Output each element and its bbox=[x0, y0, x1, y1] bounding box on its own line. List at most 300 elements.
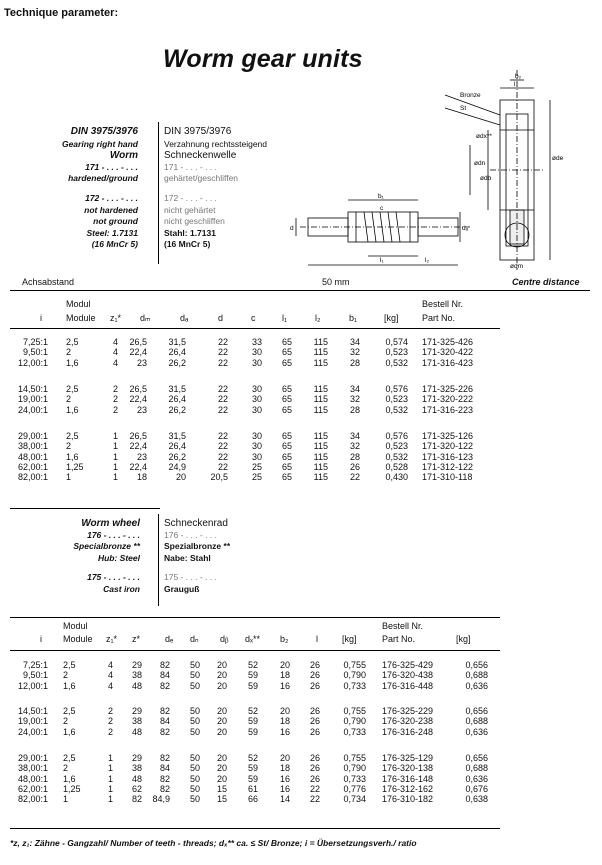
table-cell: 16 bbox=[279, 783, 290, 794]
table-cell: 1,25 bbox=[63, 783, 81, 794]
table-cell: 22 bbox=[217, 404, 228, 415]
table-cell: 1,6 bbox=[66, 451, 79, 462]
table-cell: 25 bbox=[251, 472, 262, 483]
table-cell: 82,00:1 bbox=[17, 794, 48, 805]
table-cell: 0,755 bbox=[343, 753, 366, 763]
table-cell: 0,430 bbox=[385, 472, 408, 483]
column-header: z₁* bbox=[106, 634, 118, 644]
table-cell: 14 bbox=[279, 794, 290, 805]
spec-line: Cast iron bbox=[103, 583, 140, 594]
column-header: dₙ bbox=[190, 634, 199, 644]
table-cell: 65 bbox=[281, 357, 292, 368]
table-cell: 84 bbox=[159, 763, 170, 774]
table-cell: 2,5 bbox=[63, 660, 76, 670]
table-cell: 2 bbox=[63, 716, 69, 727]
footnote: *z, z₁: Zähne - Gangzahl/ Number of teeth - threads; dₓ** ca. ≤ St/ Bronze; i = Übersetzungsverh./ ratio bbox=[10, 838, 417, 848]
table-cell: 82 bbox=[159, 773, 170, 784]
table-cell: 30 bbox=[251, 404, 262, 415]
table-cell: 14,50:1 bbox=[17, 384, 48, 394]
table-cell: 0,790 bbox=[343, 716, 366, 727]
column-header: dᵦ bbox=[220, 634, 229, 644]
table-cell: 1,6 bbox=[63, 726, 76, 737]
table-cell: 26,4 bbox=[168, 347, 186, 358]
table-cell: 65 bbox=[281, 441, 292, 452]
column-header: dₑ bbox=[165, 634, 174, 644]
table-cell: 22 bbox=[217, 384, 228, 394]
spec-line: hardened/ground bbox=[68, 173, 138, 184]
spec-line: not ground bbox=[93, 216, 138, 227]
table-cell: 176-316-148 bbox=[382, 773, 434, 784]
table-cell: 52 bbox=[247, 660, 258, 670]
table-cell: 176-316-248 bbox=[382, 726, 434, 737]
spec-line: 172 - . . . - . . . bbox=[164, 192, 217, 203]
table-cell: 28 bbox=[349, 357, 360, 368]
table-cell: 22 bbox=[309, 794, 320, 805]
spec-line: Steel: 1.7131 bbox=[86, 227, 138, 238]
table-cell: 23 bbox=[136, 357, 147, 368]
table-cell: 1 bbox=[112, 431, 118, 441]
spec-line: Spezialbronze ** bbox=[164, 541, 231, 552]
table-cell: 2,5 bbox=[66, 431, 79, 441]
rule bbox=[10, 508, 160, 509]
table-cell: 0,523 bbox=[385, 347, 408, 358]
table-cell: 2 bbox=[66, 441, 72, 452]
table-cell: 50 bbox=[189, 726, 200, 737]
table-cell: 20 bbox=[216, 773, 227, 784]
table-cell: 50 bbox=[189, 716, 200, 727]
table-cell: 0,523 bbox=[385, 394, 408, 405]
table-cell: 26 bbox=[309, 726, 320, 737]
table-cell: 171-320-422 bbox=[422, 347, 474, 358]
column-header: z₁* bbox=[110, 313, 122, 323]
table-cell: 26,5 bbox=[129, 384, 147, 394]
table-cell: 0,688 bbox=[465, 670, 488, 681]
label-edb: ødb bbox=[480, 175, 492, 182]
table-cell: 30 bbox=[251, 357, 262, 368]
table-cell: 20 bbox=[279, 706, 290, 716]
table-cell: 50 bbox=[189, 670, 200, 681]
table-cell: 2,5 bbox=[66, 384, 79, 394]
column-header: c bbox=[251, 313, 256, 323]
table-cell: 2 bbox=[107, 726, 113, 737]
table-cell: 38 bbox=[131, 763, 142, 774]
table-cell: 171-325-126 bbox=[422, 431, 474, 441]
table-cell: 115 bbox=[313, 441, 328, 452]
table-cell: 22 bbox=[217, 337, 228, 347]
column-header: Bestell Nr. bbox=[422, 299, 464, 309]
table-cell: 82 bbox=[131, 794, 142, 805]
table-cell: 14,50:1 bbox=[17, 706, 48, 716]
table-cell: 0,734 bbox=[343, 794, 366, 805]
spec-divider bbox=[158, 514, 159, 606]
table-cell: 0,636 bbox=[465, 726, 488, 737]
table-cell: 2 bbox=[63, 763, 69, 774]
table-cell: 2 bbox=[107, 716, 113, 727]
table-cell: 62,00:1 bbox=[17, 783, 48, 794]
table-cell: 2,5 bbox=[63, 706, 76, 716]
table-cell: 22 bbox=[217, 347, 228, 358]
table-cell: 23 bbox=[136, 451, 147, 462]
table-cell: 176-325-229 bbox=[382, 706, 434, 716]
table-cell: 59 bbox=[247, 670, 258, 681]
table-cell: 65 bbox=[281, 394, 292, 405]
spec-line: 175 - . . . - . . . bbox=[87, 572, 140, 583]
column-header: Bestell Nr. bbox=[382, 621, 424, 631]
table-cell: 38 bbox=[131, 716, 142, 727]
rule bbox=[10, 828, 500, 829]
worm-spec-left bbox=[20, 126, 138, 251]
table-cell: 20 bbox=[216, 763, 227, 774]
spec-line: not hardened bbox=[84, 204, 138, 215]
table-cell: 4 bbox=[107, 680, 113, 691]
table-cell: 29 bbox=[131, 753, 142, 763]
table-cell: 65 bbox=[281, 472, 292, 483]
table-cell: 23 bbox=[136, 404, 147, 415]
spec-line: Gearing right hand bbox=[61, 138, 138, 149]
table-cell: 59 bbox=[247, 680, 258, 691]
table-cell: 1 bbox=[107, 753, 113, 763]
table-cell: 84,9 bbox=[152, 794, 170, 805]
table-cell: 1 bbox=[107, 763, 113, 774]
table-cell: 48 bbox=[131, 726, 142, 737]
column-header: b₂ bbox=[280, 634, 289, 644]
table-cell: 20 bbox=[216, 716, 227, 727]
table-cell: 31,5 bbox=[168, 384, 186, 394]
table-cell: 0,656 bbox=[465, 753, 488, 763]
spec-line: Schneckenwelle bbox=[164, 150, 237, 162]
spec-line: Worm wheel bbox=[81, 518, 140, 529]
table-cell: 20 bbox=[216, 680, 227, 691]
table-cell: 50 bbox=[189, 680, 200, 691]
table-cell: 171-316-123 bbox=[422, 451, 474, 462]
table-cell: 20 bbox=[216, 753, 227, 763]
table-cell: 65 bbox=[281, 337, 292, 347]
distance-label-en: Centre distance bbox=[512, 277, 580, 287]
table-cell: 26,4 bbox=[168, 394, 186, 405]
table-cell: 0,776 bbox=[343, 783, 366, 794]
table-cell: 2 bbox=[112, 384, 118, 394]
table-cell: 1 bbox=[107, 773, 113, 784]
table-cell: 59 bbox=[247, 763, 258, 774]
spec-divider bbox=[158, 122, 159, 264]
table-cell: 0,656 bbox=[465, 660, 488, 670]
table-cell: 34 bbox=[349, 337, 360, 347]
table-cell: 18 bbox=[279, 763, 290, 774]
page-label: Technique parameter: bbox=[4, 7, 119, 19]
column-header: i bbox=[40, 313, 42, 323]
table-cell: 9,50:1 bbox=[22, 670, 48, 681]
table-cell: 26,4 bbox=[168, 441, 186, 452]
table-cell: 50 bbox=[189, 794, 200, 805]
table-cell: 26,2 bbox=[168, 357, 186, 368]
distance-value: 50 mm bbox=[322, 277, 350, 287]
table-cell: 12,00:1 bbox=[17, 357, 48, 368]
table-cell: 15 bbox=[216, 783, 227, 794]
table-cell: 29,00:1 bbox=[17, 753, 48, 763]
table-cell: 34 bbox=[349, 431, 360, 441]
table-cell: 52 bbox=[247, 753, 258, 763]
column-header: dₓ** bbox=[245, 634, 260, 644]
column-header: Module bbox=[66, 313, 96, 323]
table-cell: 115 bbox=[313, 431, 328, 441]
table-cell: 28 bbox=[349, 451, 360, 462]
table-cell: 26,5 bbox=[129, 337, 147, 347]
table-cell: 115 bbox=[313, 384, 328, 394]
table-cell: 171-325-226 bbox=[422, 384, 474, 394]
label-edx: ødx** bbox=[476, 133, 492, 140]
table-cell: 171-316-223 bbox=[422, 404, 474, 415]
spec-line: (16 MnCr 5) bbox=[164, 239, 211, 250]
table-cell: 1 bbox=[112, 461, 118, 472]
column-header: [kg] bbox=[342, 634, 357, 644]
table-cell: 0,755 bbox=[343, 660, 366, 670]
table-cell: 115 bbox=[313, 347, 328, 358]
column-header: l bbox=[316, 634, 318, 644]
table-cell: 0,733 bbox=[343, 726, 366, 737]
spec-line: Schneckenrad bbox=[164, 518, 228, 529]
table-cell: 2 bbox=[112, 394, 118, 405]
table-cell: 22 bbox=[217, 394, 228, 405]
table-cell: 20 bbox=[216, 706, 227, 716]
spec-line: 172 - . . . - . . . bbox=[85, 192, 138, 203]
column-header: Module bbox=[63, 634, 93, 644]
table-cell: 20 bbox=[216, 660, 227, 670]
table-cell: 20 bbox=[279, 753, 290, 763]
table-cell: 176-325-129 bbox=[382, 753, 434, 763]
table-cell: 50 bbox=[189, 706, 200, 716]
column-header: Part No. bbox=[422, 313, 456, 323]
spec-line: 176 - . . . - . . . bbox=[164, 529, 217, 540]
table-cell: 18 bbox=[279, 670, 290, 681]
table-cell: 176-310-182 bbox=[382, 794, 434, 805]
distance-label-de: Achsabstand bbox=[22, 277, 75, 287]
table-cell: 84 bbox=[159, 670, 170, 681]
table-cell: 26 bbox=[309, 763, 320, 774]
column-header: i bbox=[40, 634, 42, 644]
spec-line: 171 - . . . - . . . bbox=[164, 161, 217, 172]
column-header: z* bbox=[132, 634, 141, 644]
table-cell: 4 bbox=[107, 670, 113, 681]
table-cell: 2 bbox=[66, 394, 72, 405]
table-cell: 24,00:1 bbox=[17, 404, 48, 415]
table-cell: 171-312-122 bbox=[422, 461, 474, 472]
table-cell: 30 bbox=[251, 347, 262, 358]
table-cell: 1,6 bbox=[66, 357, 79, 368]
table-cell: 34 bbox=[349, 384, 360, 394]
table-cell: 26 bbox=[309, 706, 320, 716]
table-cell: 115 bbox=[313, 451, 328, 462]
table-cell: 22,4 bbox=[129, 394, 147, 405]
column-header: b₁ bbox=[349, 313, 358, 323]
column-header: l₂ bbox=[315, 313, 321, 323]
table-cell: 30 bbox=[251, 441, 262, 452]
spec-line: Verzahnung rechtssteigend bbox=[164, 138, 268, 149]
column-header: Part No. bbox=[382, 634, 416, 644]
table-cell: 22,4 bbox=[129, 461, 147, 472]
table-cell: 1,6 bbox=[63, 680, 76, 691]
table-cell: 26 bbox=[309, 753, 320, 763]
table-cell: 20 bbox=[216, 670, 227, 681]
rule bbox=[10, 617, 500, 618]
table-cell: 59 bbox=[247, 726, 258, 737]
table-cell: 19,00:1 bbox=[17, 716, 48, 727]
table-cell: 115 bbox=[313, 461, 328, 472]
table-cell: 7,25:1 bbox=[22, 660, 48, 670]
page-title: Worm gear units bbox=[163, 45, 363, 73]
table-cell: 0,576 bbox=[385, 384, 408, 394]
spec-line: DIN 3975/3976 bbox=[70, 126, 138, 137]
column-header: [kg] bbox=[456, 634, 471, 644]
table-cell: 20,5 bbox=[210, 472, 228, 483]
table-cell: 1 bbox=[66, 472, 72, 483]
table-cell: 62,00:1 bbox=[17, 461, 48, 472]
table-cell: 0,532 bbox=[385, 404, 408, 415]
table-cell: 65 bbox=[281, 404, 292, 415]
table-cell: 62 bbox=[131, 783, 142, 794]
table-cell: 1 bbox=[112, 441, 118, 452]
table-cell: 15 bbox=[216, 794, 227, 805]
table-cell: 115 bbox=[313, 357, 328, 368]
table-cell: 82 bbox=[159, 706, 170, 716]
spec-line: Worm bbox=[109, 150, 138, 162]
table-cell: 0,532 bbox=[385, 357, 408, 368]
spec-line: DIN 3975/3976 bbox=[164, 126, 232, 137]
table-cell: 30 bbox=[251, 451, 262, 462]
label-bronze: Bronze bbox=[460, 92, 481, 99]
table-cell: 176-316-448 bbox=[382, 680, 434, 691]
rule bbox=[10, 328, 500, 329]
table-cell: 1,6 bbox=[66, 404, 79, 415]
spec-line: (16 MnCr 5) bbox=[91, 239, 138, 250]
table-cell: 2,5 bbox=[66, 337, 79, 347]
table-cell: 1,6 bbox=[63, 773, 76, 784]
table-cell: 82 bbox=[159, 753, 170, 763]
table-cell: 30 bbox=[251, 394, 262, 405]
table-cell: 0,688 bbox=[465, 716, 488, 727]
table-cell: 26 bbox=[349, 461, 360, 472]
table-cell: 26 bbox=[309, 773, 320, 784]
table-cell: 0,755 bbox=[343, 706, 366, 716]
table-cell: 0,636 bbox=[465, 680, 488, 691]
table-cell: 176-325-429 bbox=[382, 660, 434, 670]
table-cell: 18 bbox=[136, 472, 147, 483]
table-cell: 48 bbox=[131, 680, 142, 691]
table-cell: 20 bbox=[279, 660, 290, 670]
table-cell: 82 bbox=[159, 726, 170, 737]
table-cell: 28 bbox=[349, 404, 360, 415]
table-cell: 82 bbox=[159, 660, 170, 670]
table-cell: 4 bbox=[112, 347, 118, 358]
table-cell: 32 bbox=[349, 441, 360, 452]
table-cell: 50 bbox=[189, 773, 200, 784]
table-cell: 0,532 bbox=[385, 451, 408, 462]
table-cell: 0,574 bbox=[385, 337, 408, 347]
label-l2: l₂ bbox=[425, 257, 429, 264]
table-cell: 26 bbox=[309, 660, 320, 670]
table-cell: 0,790 bbox=[343, 670, 366, 681]
table-cell: 20 bbox=[216, 726, 227, 737]
label-b2: b₂ bbox=[515, 73, 522, 80]
table-cell: 176-320-438 bbox=[382, 670, 434, 681]
spec-line: 175 - . . . - . . . bbox=[164, 572, 217, 583]
table-cell: 32 bbox=[349, 347, 360, 358]
table-cell: 65 bbox=[281, 431, 292, 441]
table-cell: 1 bbox=[112, 472, 118, 483]
table-cell: 0,790 bbox=[343, 763, 366, 774]
table-cell: 82 bbox=[159, 783, 170, 794]
table-cell: 115 bbox=[313, 404, 328, 415]
table-cell: 115 bbox=[313, 472, 328, 483]
table-cell: 26 bbox=[309, 716, 320, 727]
table-cell: 1 bbox=[107, 794, 113, 805]
table-cell: 176-320-238 bbox=[382, 716, 434, 727]
table-cell: 22,4 bbox=[129, 347, 147, 358]
table-cell: 1 bbox=[107, 783, 113, 794]
table-cell: 32 bbox=[349, 394, 360, 405]
label-d: d bbox=[290, 225, 294, 232]
label-st: St bbox=[460, 105, 467, 112]
table-cell: 176-320-138 bbox=[382, 763, 434, 774]
table-cell: 9,50:1 bbox=[22, 347, 48, 358]
table-cell: 26,2 bbox=[168, 404, 186, 415]
spec-line: nicht gehärtet bbox=[164, 204, 216, 215]
table-cell: 48,00:1 bbox=[17, 773, 48, 784]
table-cell: 22 bbox=[217, 431, 228, 441]
spec-line: Grauguß bbox=[164, 583, 200, 594]
table-cell: 22 bbox=[217, 357, 228, 368]
wheel-spec-left bbox=[20, 518, 140, 596]
table-cell: 1,25 bbox=[66, 461, 84, 472]
table-cell: 171-320-122 bbox=[422, 441, 474, 452]
table-cell: 82 bbox=[159, 680, 170, 691]
table-cell: 65 bbox=[281, 347, 292, 358]
table-cell: 30 bbox=[251, 384, 262, 394]
table-cell: 59 bbox=[247, 716, 258, 727]
table-cell: 0,688 bbox=[465, 763, 488, 774]
table-cell: 171-325-426 bbox=[422, 337, 474, 347]
table-cell: 38 bbox=[131, 670, 142, 681]
spec-line: 171 - . . . - . . . bbox=[85, 161, 138, 172]
table-cell: 25 bbox=[251, 461, 262, 472]
worm-gear-drawing bbox=[260, 60, 600, 275]
column-header: dₐ bbox=[180, 313, 189, 323]
table-cell: 4 bbox=[112, 337, 118, 347]
table-cell: 16 bbox=[279, 773, 290, 784]
table-cell: 26,2 bbox=[168, 451, 186, 462]
table-cell: 30 bbox=[251, 431, 262, 441]
table-cell: 4 bbox=[107, 660, 113, 670]
table-cell: 22 bbox=[217, 451, 228, 462]
table-cell: 115 bbox=[313, 337, 328, 347]
table-cell: 1 bbox=[112, 451, 118, 462]
table-cell: 61 bbox=[247, 783, 258, 794]
table-cell: 20 bbox=[175, 472, 186, 483]
column-header: [kg] bbox=[384, 313, 399, 323]
table-cell: 7,25:1 bbox=[22, 337, 48, 347]
wheel-spec-right bbox=[164, 518, 304, 596]
column-header: d bbox=[218, 313, 224, 323]
spec-line: Specialbronze ** bbox=[73, 541, 140, 552]
table-cell: 29,00:1 bbox=[17, 431, 48, 441]
table-cell: 50 bbox=[189, 660, 200, 670]
table-cell: 50 bbox=[189, 783, 200, 794]
table-cell: 2 bbox=[66, 347, 72, 358]
spec-line: Hub: Steel bbox=[97, 552, 140, 563]
table-cell: 0,733 bbox=[343, 680, 366, 691]
table-cell: 66 bbox=[247, 794, 258, 805]
table-cell: 1 bbox=[63, 794, 69, 805]
table-cell: 22 bbox=[217, 461, 228, 472]
